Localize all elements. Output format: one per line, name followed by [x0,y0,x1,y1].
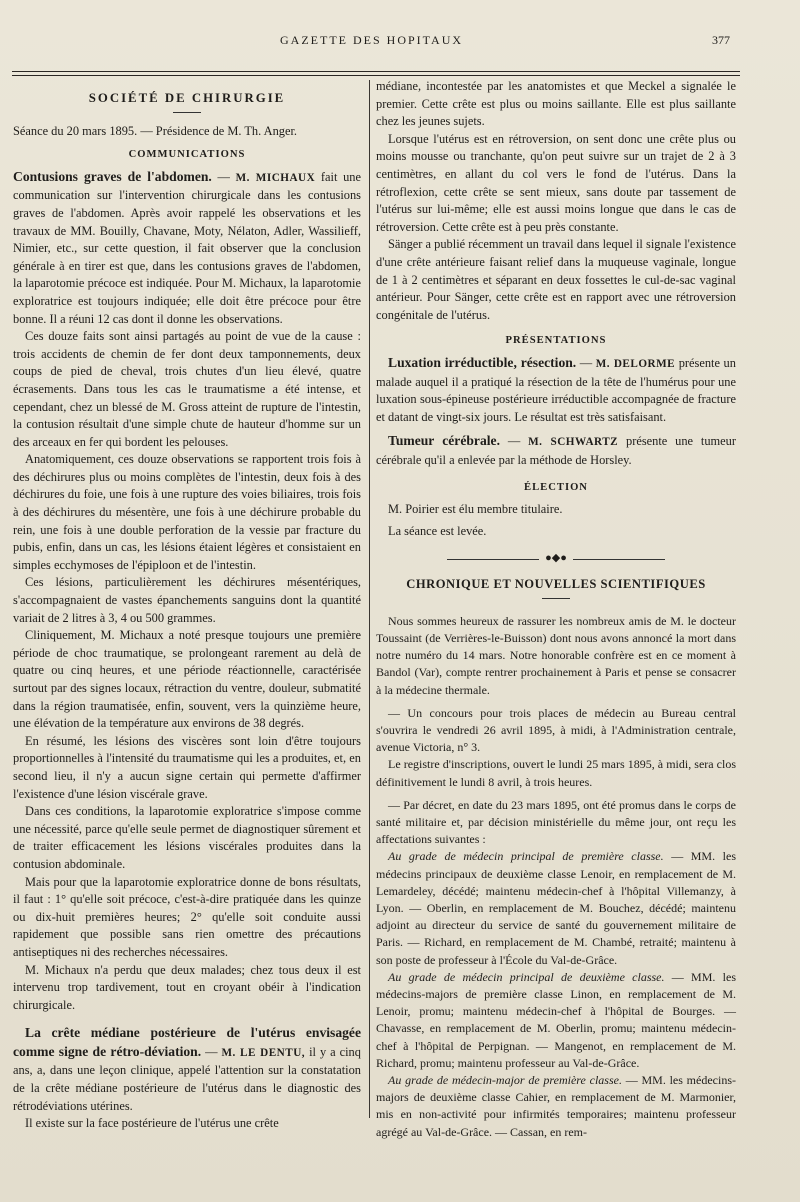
left-column [13,78,361,1133]
running-head [0,33,800,53]
c1-p9: M. Michaux n'a perdu que deux malades; chez tous deux il est intervenu trop tardivement, tout en croyant obéir à l'indication chirurgicale. [13,962,361,1012]
section-title-societe: SOCIÉTÉ DE CHIRURGIE [88,91,286,105]
c1-p3: Anatomiquement, ces douze observations se rapportent trois fois à des déchirures plus ou moins complètes de l'intestin, deux fois à des déchirures du foie, une fois à une rupture des voies biliaires, trois fois à des déchirures du mésentère, une fois à une déchirure probable du rein, une fois à une double perforation de la vessie par fracture du pubis, enfin, dans un cas, les lésions étaient légères et consistaient en simples ecchymoses de l'épiploon et de l'intestin. [13,452,361,572]
section-rule [173,112,201,113]
news-p7 [376,1072,736,1141]
presentation-1: Luxation irréductible, résection. — M. DELORME présente un malade auquel il a pratiqué la résection de la tête de l'humérus pour une luxation sous-épineuse postérieure irréductible accompagnée de fracture et datant de vingt-six jours. Le résultat est très satisfaisant. [376,354,736,424]
p2-text: présente une tumeur cérébrale qu'il a enlevée par la méthode de Horsley. [376,434,736,467]
header-rule-thick [12,71,740,72]
chronique-title: CHRONIQUE ET NOUVELLES SCIENTIFIQUES [406,577,706,592]
c1-title: Contusions graves de l'abdomen. [13,168,212,184]
column-divider [369,80,370,1118]
r-p1: médiane, incontestée par les anatomistes et que Meckel a signalée le premier. Cette crête est plus ou moins saillante. Elle est plus saillante chez les jeunes sujets. [376,79,736,129]
news-block [376,613,736,1141]
ornament-glyph: ●◆● [545,552,567,565]
election-heading: ÉLECTION [524,482,588,494]
c1-p4: Ces lésions, particulièrement les déchirures mésentériques, s'accompagnaient de vastes épanchements sanguins dont la quantité variait de 2 litres à 3, 4 ou 500 grammes. [13,575,361,625]
communication-1: Contusions graves de l'abdomen. — M. MICHAUX fait une communication sur l'intervention chirurgicale dans les contusions graves de l'abdomen. Après avoir rappelé les observations et les travaux de MM. Bouilly, Chavane, Moty, Nélaton, Adler, Wassilieff, Nimier, etc., sur cette question, il fait observer que la conclusion générale à en tirer est que, dans les contusions graves de l'abdomen, la laparotomie précoce est indiquée. Pour M. Michaux, la laparotomie exploratrice est toujours indiquée; elle doit être précoce pour être bonne. Il a réuni 12 cas dont il donne les observations. [13,168,361,326]
news-p2: — Un concours pour trois places de médecin au Bureau central s'ouvrira le vendredi 26 avril 1895, à midi, à l'Administration centrale, avenue Victoria, n° 3. [376,705,736,755]
presentations-heading: PRÉSENTATIONS [505,335,607,347]
journal-title: GAZETTE DES HOPITAUX [280,33,464,47]
right-column [376,78,736,1141]
p2-author: M. SCHWARTZ [528,436,619,449]
election-p1: M. Poirier est élu membre titulaire. [388,502,563,517]
p2-title: Tumeur cérébrale. [388,433,500,449]
ornament-divider [376,550,736,568]
c1-author: M. MICHAUX [235,171,316,184]
news-p5-grade: Au grade de médecin principal de première classe. [388,849,664,864]
news-p6 [376,969,736,1072]
header-rule-thin [12,75,740,76]
c2-title: La crête médiane postérieure de l'utérus envisagée comme signe de rétro-déviation. [13,1025,361,1059]
c1-p5: Cliniquement, M. Michaux a noté presque toujours une première période de choc traumatique, se prolongeant rarement au delà de quatre ou cinq heures, et une période réactionnelle, caractérisée surtout par des signes locaux, rétraction du ventre, douleur, submatité dans la région traumatisée, enfin, souvent, vers la quinzième heure, une élévation de la température aux environs de 38 degrés. [13,628,361,731]
presentation-2: Tumeur cérébrale. — M. SCHWARTZ présente une tumeur cérébrale qu'il a enlevée par la méthode de Horsley. [376,433,736,467]
p1-text: présente un malade auquel il a pratiqué la résection de la tête de l'humérus pour une luxation sous-épineuse postérieure irréductible accompagnée de fracture et datant de vingt-six jours. Le résultat est très satisfaisant. [376,355,736,424]
news-p4: — Par décret, en date du 23 mars 1895, ont été promus dans le corps de santé militaire et, par décision ministérielle du même jour, ont reçu les affectations suivantes : [376,797,736,847]
communications-heading: COMMUNICATIONS [128,149,246,161]
c1-p1: fait une communication sur l'intervention chirurgicale dans les contusions graves de l'abdomen. Après avoir rappelé les observations et les travaux de MM. Bouilly, Chavane, Moty, Nélaton, Adler, Wassilieff, Nimier, etc., sur cette question, il fait observer que la conclusion générale à en tirer est que, dans les contusions graves de l'abdomen, la laparotomie précoce est indiquée. Pour M. Michaux, la laparotomie exploratrice est toujours indiquée; elle doit être précoce pour être bonne. Il a réuni 12 cas dont il donne les observations. [13,169,361,326]
election-p2: La séance est levée. [388,523,487,538]
r-p2: Lorsque l'utérus est en rétroversion, on sent donc une crête plus ou moins mousse ou tranchante, qu'on peut suivre sur un trajet de 2 à 3 centimètres, en allant du col vers le fond de l'utérus. Dans la rétroflexion, cette crête se sent mieux, sans doute par tassement de l'utérus sur lui-même; elle est aussi moins longue que dans le cas de rétroversion. Cette crête est à peu près constante. [376,131,736,234]
communication-2: La crête médiane postérieure de l'utérus envisagée comme signe de rétro-déviation. — M. LE DENTU, il y a cinq ans, a, dans une leçon clinique, appelé l'attention sur la constatation de la crête médiane postérieure de l'utérus dans le diagnostic des rétrodéviations utérines. [13,1025,361,1113]
c1-p8: Mais pour que la laparotomie exploratrice donne de bons résultats, il faut : 1° qu'elle soit précoce, c'est-à-dire pratiquée dans les quinze ou dix-huit premières heures; 2° qu'elle soit conduite aussi rapidement que possible sans rien omettre des précautions antiseptiques ni des recherches nécessaires. [13,874,361,959]
news-p7-text: — MM. les médecins-majors de deuxième classe Cahier, en remplacement de M. Marmonier, mis en non-activité pour infirmités temporaires; maintenu professeur agrégé au Val-de-Grâce. — Cassan, en rem- [376,1073,736,1139]
news-p7-grade: Au grade de médecin-major de première classe. [388,1073,622,1088]
c2-p1: il y a cinq ans, a, dans une leçon clinique, appelé l'attention sur la constatation de la crête médiane postérieure de l'utérus dans le diagnostic des rétrodéviations utérines. [13,1044,361,1113]
c1-p6: En résumé, les lésions des viscères sont loin d'être toujours proportionnelles à l'intensité du traumatisme qui les a produites, et, en second lieu, il n'y a aucun signe certain qui permette d'affirmer l'existence d'une lésion viscérale grave. [13,733,361,801]
news-p6-grade: Au grade de médecin principal de deuxième classe. [388,969,665,984]
p1-title: Luxation irréductible, résection. [388,354,577,370]
news-p6-text: — MM. les médecins-majors de première classe Linon, en remplacement de M. Lenoir, promu; maintenu médecin-chef à l'hôpital de Bourges. — Chavasse, en remplacement de M. Oberlin, promu; maintenu médecin-chef à l'hôpital de Perpignan. — Mangenot, en remplacement de M. Richard, promu; maintenu professeur au Val-de-Grâce. [376,969,736,1070]
chronique-rule [542,598,570,599]
c1-p7: Dans ces conditions, la laparotomie exploratrice s'impose comme une nécessité, parce qu'elle seule permet de diagnostiquer sûrement et de traiter efficacement les lésions viscérales produites dans la contusion abdominale. [13,804,361,871]
news-p1: Nous sommes heureux de rassurer les nombreux amis de M. le docteur Toussaint (de Verrières-le-Buisson) dont nous avons annoncé la mort dans notre numéro du 14 mars. Notre honorable confrère est en ce moment à Bandol (Var), compte rentrer prochainement à Paris et pense se consacrer à la médecine thermale. [376,613,736,697]
seance-line: Séance du 20 mars 1895. — Présidence de M. Th. Anger. [13,123,298,138]
c2-author: M. LE DENTU, [221,1046,306,1059]
news-p3: Le registre d'inscriptions, ouvert le lundi 25 mars 1895, à midi, sera clos définitivement le lundi 8 avril, à trois heures. [376,757,736,789]
news-p5 [376,848,736,968]
page-number: 377 [712,33,730,47]
c2-p2: Il existe sur la face postérieure de l'utérus une crête [25,1116,279,1131]
p1-author: M. DELORME [595,357,676,370]
c1-p2: Ces douze faits sont ainsi partagés au point de vue de la cause : trois accidents de chemin de fer dont deux tamponnements, deux coups de pied de cheval, trois chutes d'un lieu élevé, quatre écrasements. Dans tous les cas le traumatisme a été intense, et cependant, chez un blessé de M. Gross atteint de rupture de l'intestin, la contusion résultait d'une simple chute de hauteur d'homme sur un des arceaux en fer qui bordent les pelouses. [13,329,361,449]
r-p3: Sänger a publié récemment un travail dans lequel il signale l'existence d'une crête antérieure faisant relief dans la muqueuse vaginale, longue de 1 à 2 centimètres et séparant en deux fossettes le cul-de-sac vaginal antérieur. Pour Sänger, cette crête est en rapport avec une rétroversion congénitale de l'utérus. [376,237,736,322]
news-p5-text: — MM. les médecins principaux de deuxième classe Lenoir, en remplacement de M. Lemardeley, décédé; maintenu médecin-chef à l'hôpital Villemanzy, à Lyon. — Oberlin, en remplacement de M. Bouchez, décédé; maintenu adjoint au directeur du service de santé du gouvernement militaire de Paris. — Richard, en remplacement de M. Chambé, retraité; maintenu à son poste de professeur à l'École du Val-de-Grâce. [376,849,736,967]
